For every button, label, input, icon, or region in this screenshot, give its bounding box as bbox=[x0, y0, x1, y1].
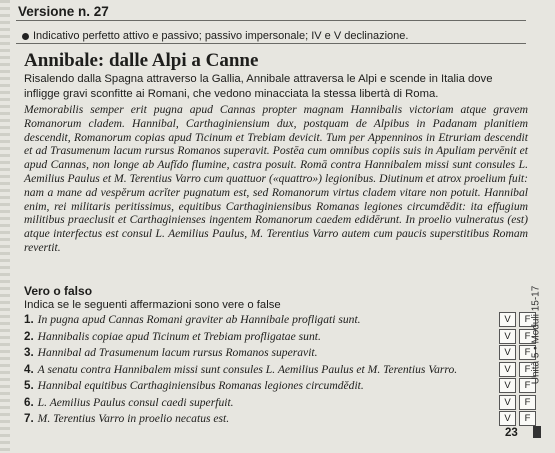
exercise-heading: Vero o falso bbox=[24, 284, 93, 298]
item-number: 4. bbox=[24, 362, 34, 376]
item-number: 3. bbox=[24, 346, 34, 359]
item-text: In pugna apud Cannas Romani graviter ab Hannibale profligati sunt. bbox=[37, 313, 361, 326]
item-number: 6. bbox=[24, 395, 34, 409]
false-checkbox[interactable]: F bbox=[519, 362, 536, 377]
item-number: 1. bbox=[24, 313, 34, 326]
false-checkbox[interactable]: F bbox=[519, 395, 536, 410]
exercise-instruction: Indica se le seguenti affermazioni sono vere o false bbox=[24, 299, 281, 311]
footer-mark-icon bbox=[533, 426, 541, 438]
exercise-item bbox=[24, 313, 531, 330]
header-rule bbox=[16, 20, 526, 21]
page-number: 23 bbox=[505, 427, 518, 439]
exercise-item bbox=[24, 379, 531, 396]
intro-paragraph: Risalendo dalla Spagna attraverso la Gallia, Annibale attraversa le Alpi e scende in Italia dove infligge gravi sconfitte ai Romani, che vedono minacciata la stessa libertà di Roma. bbox=[24, 73, 493, 100]
true-false-boxes bbox=[499, 411, 536, 426]
bullet-icon bbox=[22, 33, 29, 40]
unit-sidebar-text: Unità 5 • Moduli 15-17 bbox=[530, 285, 542, 385]
exercise-item bbox=[24, 329, 531, 347]
false-checkbox[interactable]: F bbox=[519, 329, 536, 344]
item-number: 5. bbox=[24, 379, 34, 392]
exercise-item bbox=[24, 395, 531, 413]
false-checkbox[interactable]: F bbox=[519, 411, 536, 426]
false-checkbox[interactable]: F bbox=[519, 378, 536, 393]
true-checkbox[interactable]: V bbox=[499, 395, 516, 410]
tagline-text: Indicativo perfetto attivo e passivo; passivo impersonale; IV e V declinazione. bbox=[33, 30, 409, 42]
false-checkbox[interactable]: F bbox=[519, 312, 536, 327]
item-text: Hannibal equitibus Carthaginiensibus Romanas legiones circumdĕdit. bbox=[37, 379, 364, 392]
item-number: 7. bbox=[24, 412, 34, 425]
item-text: Hannibalis copiae apud Ticinum et Trebiam profligatae sunt. bbox=[37, 329, 321, 343]
item-text: Hannibal ad Trasumenum lacum rursus Romanos superavit. bbox=[37, 346, 318, 359]
tagline-rule bbox=[16, 43, 526, 44]
item-text: L. Aemilius Paulus consul caedi superfuit. bbox=[37, 395, 234, 409]
latin-passage: Memorabilis semper erit pugna apud Cannas propter magnam Hannibalis victoriam atque gravem Romanorum cladem. Hannibal, Carthaginiensium dux, postquam de Alpibus in Padanam planitiem descendit, Romanorum copias apud Ticinum et Trebiam devicit. Tum per Appenninos in Etruriam descendit et ad Trasumenum lacum rursus Romanos superavit. Postēa cum omnibus copiis suis in Apuliam pervēnit et apud Cannas, non longe ab Aufĭdo flumine, castra posuit. Romā contra Hannibalem missi sunt consules L. Aemilius Paulus et M. Terentius Varro cum quattuor («quattro») legionibus. Diutinum et atrox proelium fuit: nam a mane ad vespĕrum acrĭter pugnatum est, sed Romanorum virtus cladem vitare non potuit. Hannibal enim, rei militaris peritissimus, equitibus Carthaginiensibus Romanas legiones circumdĕdit: ita effugium militibus praeclusit et Carthaginienses ingentem Romanorum caedem edidērunt. In proelio vulneratus (est) atque interfectus est consul L. Aemilius Paulus, M. Terentius Varro autem cum paucis superstitibus Romam revertit. bbox=[24, 103, 528, 254]
exercise-item bbox=[24, 412, 531, 429]
page-edge-strip bbox=[0, 0, 10, 453]
version-heading: Versione n. 27 bbox=[18, 4, 109, 19]
exercise-list bbox=[24, 313, 531, 429]
exercise-item bbox=[24, 346, 531, 363]
true-checkbox[interactable]: V bbox=[499, 362, 516, 377]
true-checkbox[interactable]: V bbox=[499, 378, 516, 393]
true-checkbox[interactable]: V bbox=[499, 411, 516, 426]
true-checkbox[interactable]: V bbox=[499, 345, 516, 360]
item-text: A senatu contra Hannibalem missi sunt consules L. Aemilius Paulus et M. Terentius Varro. bbox=[37, 362, 458, 376]
unit-sidebar bbox=[527, 270, 545, 400]
item-text: M. Terentius Varro in proelio necatus est. bbox=[37, 412, 230, 425]
item-number: 2. bbox=[24, 329, 34, 343]
true-checkbox[interactable]: V bbox=[499, 329, 516, 344]
true-checkbox[interactable]: V bbox=[499, 312, 516, 327]
page-title: Annibale: dalle Alpi a Canne bbox=[24, 50, 259, 71]
grammar-tagline bbox=[22, 30, 408, 42]
exercise-item bbox=[24, 362, 531, 380]
false-checkbox[interactable]: F bbox=[519, 345, 536, 360]
